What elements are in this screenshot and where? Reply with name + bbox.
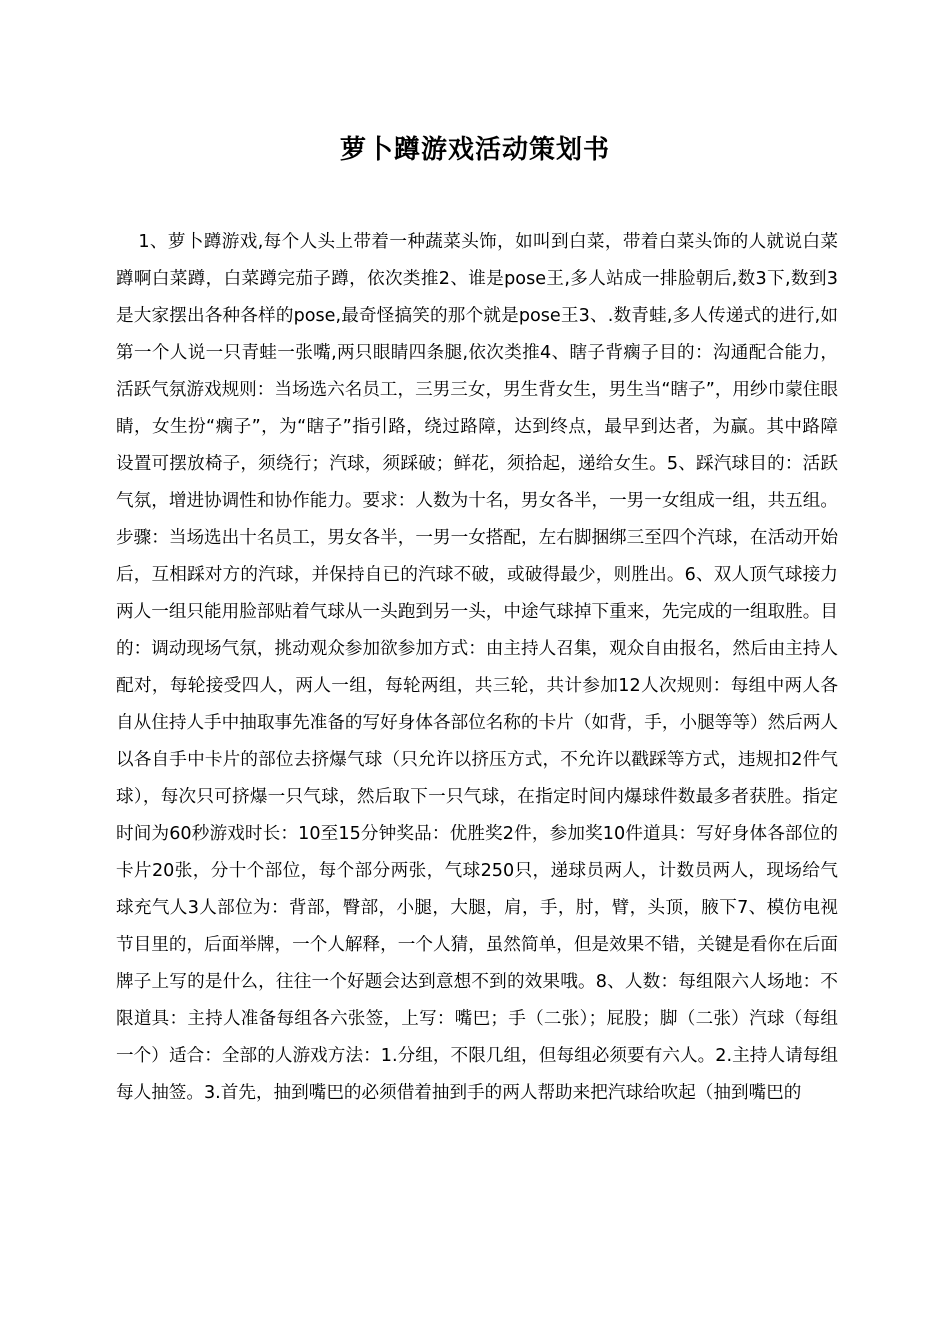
document-title: 萝卜蹲游戏活动策划书 <box>339 135 610 165</box>
document-body-paragraph: 1、萝卜蹲游戏,每个人头上带着一种蔬菜头饰，如叫到白菜，带着白菜头饰的人就说白菜蹲啊白菜蹲，白菜蹲完茄子蹲，依次类推2、谁是pose王,多人站成一排脸朝后,数3下,数到3是大家摆出各种各样的pose,最奇怪搞笑的那个就是pose王3、.数青蛙,多人传递式的进行,如第一个人说一只青蛙一张嘴,两只眼睛四条腿,依次类推4、瞎子背瘸子目的：沟通配合能力，活跃气氛游戏规则：当场选六名员工，三男三女，男生背女生，男生当“瞎子”，用纱巾蒙住眼睛，女生扮“瘸子”，为“瞎子”指引路，绕过路障，达到终点，最早到达者，为赢。其中路障设置可摆放椅子，须绕行；汽球，须踩破；鲜花，须拾起，递给女生。5、踩汽球目的：活跃气氛，增进协调性和协作能力。要求：人数为十名，男女各半，一男一女组成一组，共五组。步骤：当场选出十名员工，男女各半，一男一女搭配，左右脚捆绑三至四个汽球，在活动开始后，互相踩对方的汽球，并保持自已的汽球不破，或破得最少，则胜出。6、双人顶气球接力两人一组只能用脸部贴着气球从一头跑到另一头，中途气球掉下重来，先完成的一组取胜。目的：调动现场气氛，挑动观众参加欲参加方式：由主持人召集，观众自由报名，然后由主持人配对，每轮接受四人，两人一组，每轮两组，共三轮，共计参加12人次规则：每组中两人各自从住持人手中抽取事先准备的写好身体各部位名称的卡片（如背，手，小腿等等）然后两人以各自手中卡片的部位去挤爆气球（只允许以挤压方式，不允许以戳踩等方式，违规扣2件气球），每次只可挤爆一只气球，然后取下一只气球，在指定时间内爆球件数最多者获胜。指定时间为60秒游戏时长：10至15分钟奖品：优胜奖2件，参加奖10件道具：写好身体各部位的卡片20张，分十个部位，每个部分两张，气球250只，递球员两人，计数员两人，现场给气球充气人3人部位为：背部，臀部，小腿，大腿，肩，手，肘，臂，头顶，腋下7、模仿电视节目里的，后面举牌，一个人解释，一个人猜，虽然简单，但是效果不错，关键是看你在后面牌子上写的是什么，往往一个好题会达到意想不到的效果哦。8、人数：每组限六人场地：不限道具：主持人准备每组各六张签，上写：嘴巴；手（二张）；屁股；脚（二张）汽球（每组一个）适合：全部的人游戏方法：1.分组，不限几组，但每组必须要有六人。2.主持人请每组每人抽签。3.首先，抽到嘴巴的必须借着抽到手的两人帮助来把汽球给吹起（抽到嘴巴的 <box>116 232 838 1103</box>
